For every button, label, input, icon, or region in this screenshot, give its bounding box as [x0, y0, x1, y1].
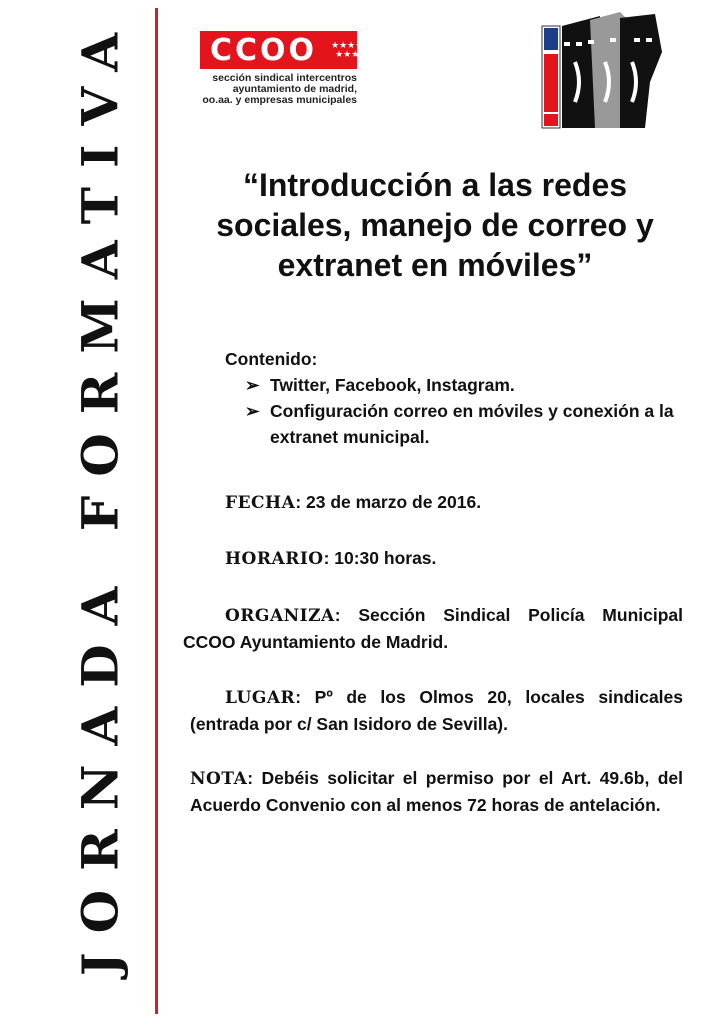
fecha-field [225, 489, 481, 516]
ccoo-logo-text: CCOO [210, 32, 318, 68]
horario-label: HORARIO [225, 549, 324, 569]
ccoo-logo [200, 31, 364, 69]
red-divider-line [155, 8, 158, 1014]
ccoo-logo-subtitle [200, 73, 357, 106]
fecha-label: FECHA [225, 493, 296, 513]
organiza-label: ORGANIZA [225, 606, 335, 626]
list-item-text: Twitter, Facebook, Instagram. [270, 375, 515, 395]
arrow-bullet-icon: ➢ [245, 401, 260, 421]
madrid-stars-icon: ★★★★ ★★★ [331, 40, 364, 59]
nota-field [190, 765, 683, 818]
police-union-logo [540, 12, 664, 129]
nota-label: NOTA [190, 769, 248, 789]
organiza-value: : Sección Sindical Policía Municipal CCOO Ayuntamiento de Madrid. [183, 605, 683, 652]
logo-line: ayuntamiento de madrid, [232, 83, 357, 95]
fecha-value: : 23 de marzo de 2016. [295, 492, 482, 512]
list-item [245, 372, 690, 398]
list-item-text: Configuración correo en móviles y conexión a la extranet municipal. [270, 401, 674, 447]
lugar-value: : Pº de los Olmos 20, locales sindicales (entrada por c/ San Isidoro de Sevilla). [190, 687, 683, 734]
page-title: “Introducción a las redes sociales, manejo de correo y extranet en móviles” [216, 167, 654, 283]
lugar-field [190, 684, 683, 737]
arrow-bullet-icon: ➢ [245, 375, 260, 395]
contenido-label: Contenido: [225, 349, 318, 369]
lugar-label: LUGAR [225, 688, 296, 708]
list-item [245, 398, 690, 450]
logo-line: oo.aa. y empresas municipales [202, 94, 357, 106]
nota-value: : Debéis solicitar el permiso por el Art. 49.6b, del Acuerdo Convenio con al menos 72 horas de antelación. [190, 768, 683, 815]
contenido-section [225, 346, 690, 450]
horario-field [225, 545, 436, 572]
logo-line: sección sindical intercentros [212, 72, 357, 84]
horario-value: : 10:30 horas. [323, 548, 437, 568]
organiza-field [183, 602, 683, 655]
side-title: JORNADA FORMATIVA [70, 13, 130, 977]
